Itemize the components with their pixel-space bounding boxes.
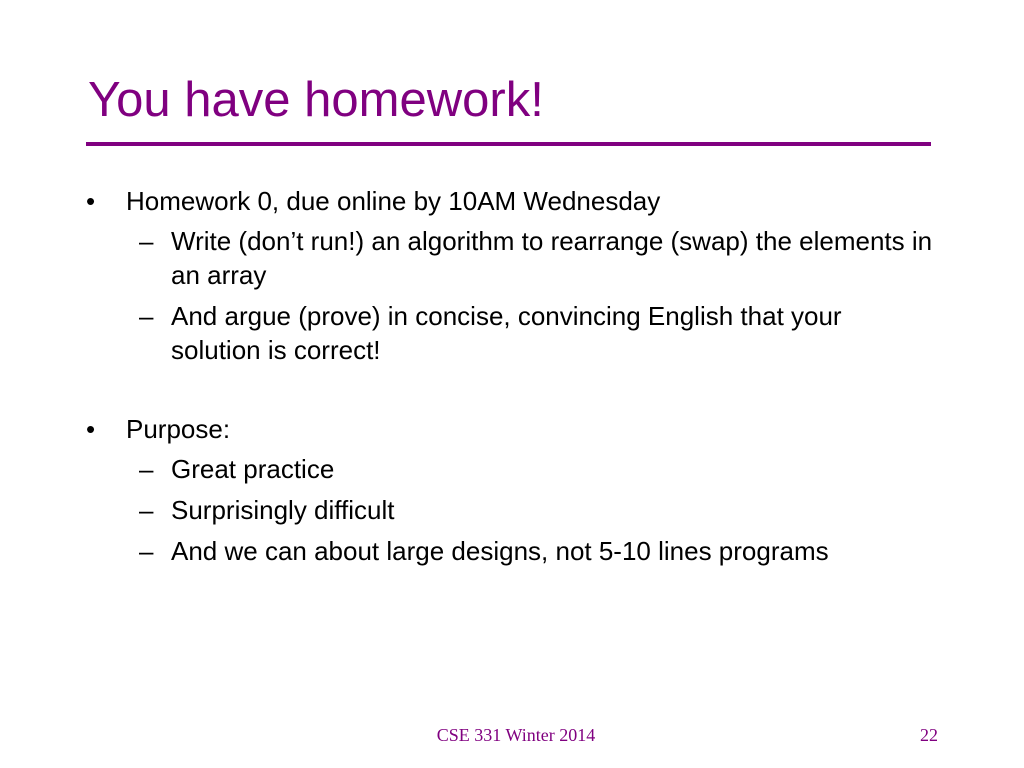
subbullet-text: And argue (prove) in concise, convincing English that your solution is correct! bbox=[171, 301, 842, 365]
subbullet-large-designs bbox=[86, 534, 936, 568]
subbullet-surprisingly-difficult bbox=[86, 493, 936, 527]
subbullet-text: Great practice bbox=[171, 454, 335, 484]
subbullet-marker: – bbox=[139, 495, 154, 525]
section-spacer bbox=[86, 374, 936, 412]
subbullet-marker: – bbox=[139, 301, 154, 331]
title-divider bbox=[86, 142, 931, 146]
subbullet-marker: – bbox=[139, 454, 154, 484]
bullet-purpose bbox=[86, 412, 936, 446]
subbullet-text: Write (don’t run!) an algorithm to rearrange (swap) the elements in an array bbox=[171, 226, 933, 290]
bullet-marker: • bbox=[86, 186, 96, 216]
bullet-marker: • bbox=[86, 414, 96, 444]
bullet-text: Homework 0, due online by 10AM Wednesday bbox=[126, 186, 661, 216]
subbullet-marker: – bbox=[139, 536, 154, 566]
footer-page-number: 22 bbox=[920, 725, 938, 745]
subbullet-text: And we can about large designs, not 5-10 lines programs bbox=[171, 536, 829, 566]
subbullet-marker: – bbox=[139, 226, 154, 256]
footer-course: CSE 331 Winter 2014 bbox=[436, 725, 596, 745]
subbullet-argue-correctness bbox=[86, 299, 936, 367]
slide-body bbox=[86, 184, 936, 575]
bullet-homework bbox=[86, 184, 936, 218]
bullet-text: Purpose: bbox=[126, 414, 231, 444]
subbullet-text: Surprisingly difficult bbox=[171, 495, 395, 525]
subbullet-great-practice bbox=[86, 452, 936, 486]
subbullet-write-algorithm bbox=[86, 224, 936, 292]
slide-title: You have homework! bbox=[88, 73, 544, 127]
